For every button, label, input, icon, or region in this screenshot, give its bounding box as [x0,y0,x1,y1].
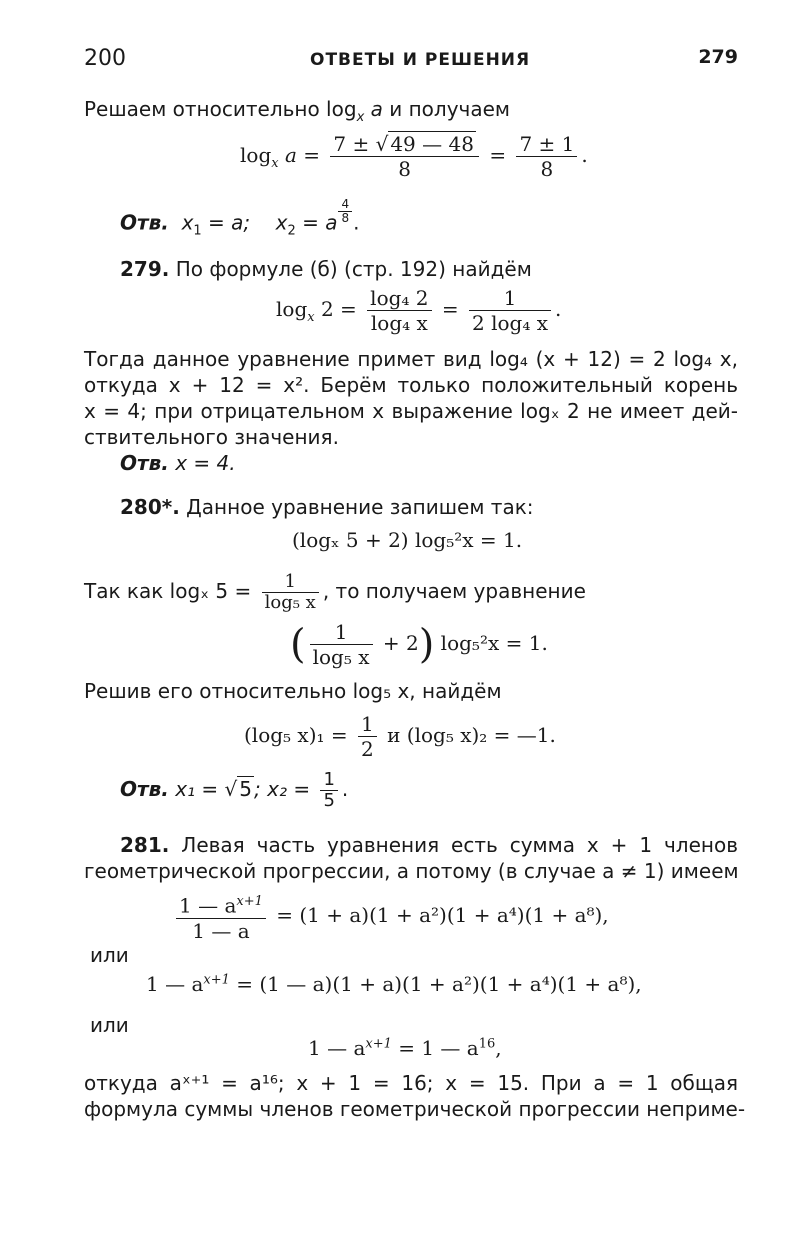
math-text: 1 — a [146,972,204,996]
subscript: 1 [193,223,202,239]
text-line: x = 4; при отрицательном x выражение logₓ 2 не имеет дей- [84,399,738,423]
text: Так как logₓ 5 = [84,579,252,603]
answer-value: x = 4. [168,451,236,475]
text-line: или [90,943,129,967]
page-number-right: 279 [698,46,738,68]
math-text: 1 — a [308,1036,366,1060]
problem-number: 281. [120,833,170,857]
answer-line [120,198,738,245]
answer-line [120,450,738,476]
text-line: или [90,1013,129,1037]
math-text: = a [295,210,338,235]
problem-279-heading [120,256,738,282]
fraction [516,132,577,181]
fraction: $\frac{7 \pm √ 49 — 48}{8}$ [330,132,479,181]
problem-281-heading [120,832,738,858]
page-number-left: 200 [84,46,126,71]
variable: x [275,210,288,235]
variable: a [284,143,297,167]
math-text: + 2 [376,631,419,655]
denominator: 8 [398,157,412,181]
text-line: Решив его относительно log₅ x, найдём [84,679,502,703]
math-text: log [240,143,272,167]
fraction [262,572,319,613]
answer-label: Отв. [120,451,169,475]
denominator: log₄ x [370,311,428,335]
equation: (logₓ 5 + 2) log₅²x = 1. [292,528,523,552]
numerator: 1 — a [179,893,237,918]
period: . [581,143,588,167]
numerator: 1 [262,572,319,593]
equation [308,1036,502,1060]
math-text: и (log₅ x)₂ = —1. [380,723,556,747]
radicand: 5 [239,777,253,801]
text-line: откуда aˣ⁺¹ = a¹⁶; x + 1 = 16; x = 15. При a = 1 общая [84,1071,738,1095]
radicand: 49 — 48 [390,132,474,156]
equation [276,286,561,335]
math-text: (log₅ x)₁ = [244,723,348,747]
exponent-fraction [338,198,352,225]
denominator: 2 log₄ x [472,311,548,335]
subscript: x [307,310,315,325]
math-text: = (1 + a)(1 + a²)(1 + a⁴)(1 + a⁸), [269,902,609,927]
numerator: 1 [469,286,551,311]
fraction [358,712,377,761]
numerator: 1 [358,712,377,737]
numerator: 4 [338,198,352,212]
equation [290,620,548,669]
denominator: 8 [341,211,350,225]
superscript: x+1 [236,894,263,909]
equation [146,972,642,996]
period: . [341,777,349,801]
fraction [320,770,337,811]
equation [240,132,588,181]
denominator: 1 — a [192,918,250,943]
variable: a [370,97,383,121]
superscript: x+1 [365,1036,392,1052]
math-text: ; x₂ = [254,777,311,801]
numerator: 1 [320,770,337,791]
variable: x [181,210,194,235]
math-text: 2 [314,297,334,321]
period: . [554,297,562,321]
text-line: Тогда данное уравнение примет вид log₄ (x + 12) = 2 log₄ x, [84,347,738,371]
equals-sign: = [303,143,321,167]
text: Данное уравнение запишем так: [179,495,534,519]
fraction [367,286,431,335]
left-paren: ( [290,621,306,668]
comma: , [495,1036,502,1060]
text-line [84,96,738,131]
problem-number: 279. [120,257,170,281]
equation [244,712,556,761]
problem-number: 280*. [120,495,180,519]
equals-sign: = [489,143,507,167]
numerator: 7 ± [333,132,376,156]
equals-sign: = [441,297,459,321]
running-title: ОТВЕТЫ И РЕШЕНИЯ [310,50,531,70]
period: . [353,210,360,235]
equals-sign: = [340,297,357,321]
problem-280-heading [120,494,738,520]
text-line: геометрической прогрессии, а потому (в случае a ≠ 1) имеем [84,859,739,883]
text: Решаем относительно log [84,97,357,121]
numerator: 7 ± 1 [516,132,577,157]
math-text: x₁ = [168,777,225,801]
superscript: x+1 [203,972,230,988]
page-header [84,46,738,86]
denominator: log₅ x [264,592,316,613]
fraction [176,890,266,943]
denominator: log₅ x [312,645,370,669]
text: и получаем [382,97,510,121]
right-paren: ) [418,621,435,668]
subscript: x [356,110,365,125]
fraction [310,620,373,669]
subscript: 2 [287,223,296,239]
denominator: 8 [540,157,554,181]
text-line [84,572,738,613]
numerator: log₄ 2 [367,286,431,311]
answer-label: Отв. [120,210,169,235]
text: Левая часть уравнения есть сумма x + 1 членов [169,833,738,857]
text: По формуле (б) (стр. 192) найдём [169,257,532,281]
math-text: = a; [201,210,251,235]
text-line: откуда x + 12 = x². Берём только положительный корень [84,373,738,397]
superscript: 16 [478,1036,496,1052]
numerator: 1 [310,620,373,645]
math-text: log [276,297,308,321]
answer-label: Отв. [120,777,169,801]
answer-line: Отв. x₁ = √ 5 ; x₂ = $\frac{1}{5}$ . [120,769,349,811]
fraction [469,286,551,335]
math-text: log₅²x = 1. [434,631,548,655]
math-text: = 1 — a [391,1036,479,1060]
denominator: 5 [323,790,335,811]
text: , то получаем уравнение [322,579,586,603]
math-text: = (1 — a)(1 + a)(1 + a²)(1 + a⁴)(1 + a⁸), [229,972,642,996]
subscript: x [271,156,279,171]
text-line: ствительного значения. [84,425,339,449]
text-line: формула суммы членов геометрической прогрессии неприме- [84,1097,746,1121]
denominator: 2 [361,737,374,761]
equation [172,890,609,943]
